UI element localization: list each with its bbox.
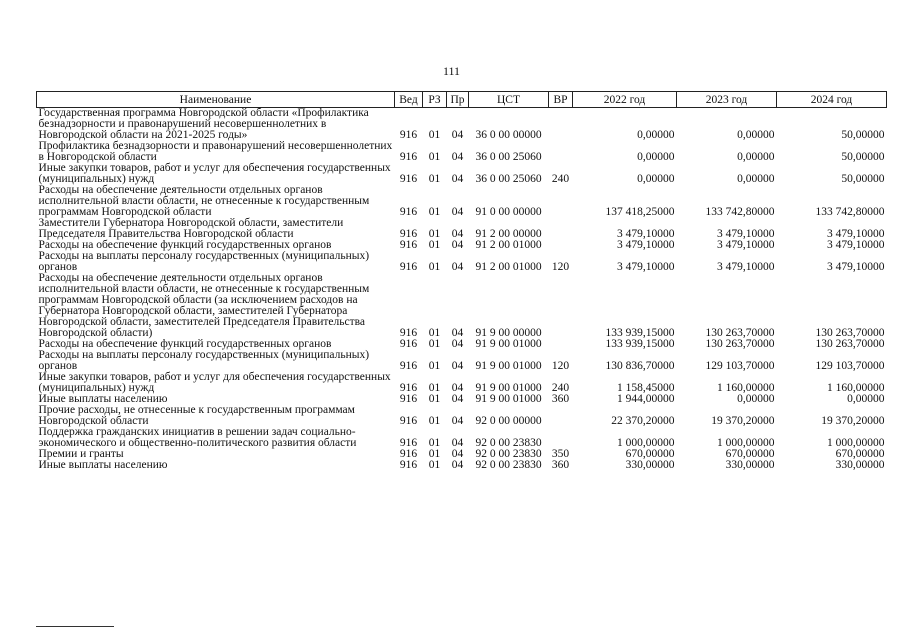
cell-cst: 91 2 00 01000	[475, 239, 542, 251]
cell-2022: 330,00000	[625, 459, 675, 471]
cell-name: Профилактика безнадзорности и правонарушений несовершеннолетних в Новгородской области	[38, 140, 393, 163]
cell-rz: 01	[428, 382, 441, 394]
table-row	[37, 163, 887, 185]
cell-name: Расходы на обеспечение деятельности отдельных органов исполнительной власти области, не отнесенные к государственным программам Новгородской области (за исключением расходов на Губернатора Новгородской области, заместителей Губернатора Новгородской области, заместителей Председателя Правительства Новгородской области)	[38, 272, 370, 339]
cell-ved: 916	[399, 327, 418, 339]
table-row	[37, 218, 887, 240]
cell-rz: 01	[428, 415, 441, 427]
cell-2022: 22 370,20000	[611, 415, 675, 427]
table-row	[37, 185, 887, 218]
header-2024: 2024 год	[777, 92, 887, 108]
cell-name: Иные закупки товаров, работ и услуг для обеспечения государственных (муниципальных) нужд	[38, 371, 391, 394]
cell-rz: 01	[428, 228, 441, 240]
table-body	[37, 108, 887, 472]
cell-2023: 670,00000	[725, 448, 775, 460]
cell-vr: 360	[551, 459, 570, 471]
cell-name: Иные закупки товаров, работ и услуг для обеспечения государственных (муниципальных) нужд	[38, 162, 391, 185]
table-row	[37, 427, 887, 449]
cell-vr	[549, 427, 573, 449]
cell-2023: 330,00000	[725, 459, 775, 471]
cell-name: Прочие расходы, не отнесенные к государственным программам Новгородской области	[38, 404, 355, 427]
footnote-divider	[36, 626, 114, 627]
cell-pr: 04	[451, 415, 464, 427]
cell-name: Иные выплаты населению	[38, 393, 168, 405]
cell-pr: 04	[451, 327, 464, 339]
cell-cst: 36 0 00 25060	[475, 173, 542, 185]
cell-vr	[549, 405, 573, 427]
cell-cst: 92 0 00 00000	[475, 415, 542, 427]
cell-cst: 36 0 00 00000	[475, 129, 542, 141]
header-name: Наименование	[37, 92, 395, 108]
cell-cst: 91 2 00 00000	[475, 228, 542, 240]
cell-pr: 04	[451, 261, 464, 273]
cell-2022: 3 479,10000	[617, 261, 675, 273]
cell-cst: 91 9 00 01000	[475, 360, 542, 372]
table-row	[37, 405, 887, 427]
cell-name: Расходы на выплаты персоналу государственных (муниципальных) органов	[38, 349, 370, 372]
cell-2022: 670,00000	[625, 448, 675, 460]
cell-cst: 91 9 00 00000	[475, 327, 542, 339]
cell-2022: 1 158,45000	[617, 382, 675, 394]
cell-2023: 19 370,20000	[711, 415, 775, 427]
cell-2024: 670,00000	[835, 448, 885, 460]
cell-cst: 92 0 00 23830	[475, 459, 542, 471]
cell-2024: 3 479,10000	[827, 261, 885, 273]
cell-2022: 137 418,25000	[605, 206, 675, 218]
header-pr: Пр	[447, 92, 469, 108]
cell-2024: 19 370,20000	[821, 415, 885, 427]
cell-ved: 916	[399, 459, 418, 471]
table-row	[37, 350, 887, 372]
cell-2023: 1 000,00000	[717, 437, 775, 449]
cell-rz: 01	[428, 393, 441, 405]
cell-name: Поддержка гражданских инициатив в решении задач социально-экономического и общественно-политического развития области	[38, 426, 357, 449]
cell-2022: 3 479,10000	[617, 239, 675, 251]
cell-pr: 04	[451, 228, 464, 240]
cell-rz: 01	[428, 437, 441, 449]
cell-2023: 0,00000	[737, 129, 775, 141]
cell-rz: 01	[428, 459, 441, 471]
cell-2022: 1 944,00000	[617, 393, 675, 405]
cell-2024: 3 479,10000	[827, 228, 885, 240]
cell-cst: 91 9 00 01000	[475, 382, 542, 394]
table-row	[37, 460, 887, 471]
cell-2022: 0,00000	[637, 173, 675, 185]
cell-2023: 3 479,10000	[717, 228, 775, 240]
cell-2024: 1 160,00000	[827, 382, 885, 394]
cell-cst: 91 9 00 01000	[475, 338, 542, 350]
cell-2023: 0,00000	[737, 173, 775, 185]
cell-pr: 04	[451, 393, 464, 405]
cell-2022: 0,00000	[637, 129, 675, 141]
cell-2022: 130 836,70000	[605, 360, 675, 372]
cell-vr: 240	[551, 173, 570, 185]
cell-ved: 916	[399, 382, 418, 394]
cell-rz: 01	[428, 338, 441, 350]
page-number: 111	[442, 64, 461, 78]
cell-pr: 04	[451, 206, 464, 218]
cell-rz: 01	[428, 129, 441, 141]
cell-ved: 916	[399, 448, 418, 460]
cell-2023: 130 263,70000	[705, 327, 775, 339]
cell-name: Заместители Губернатора Новгородской области, заместители Председателя Правительства Новгородской области	[38, 217, 344, 240]
table-row	[37, 372, 887, 394]
cell-pr: 04	[451, 129, 464, 141]
cell-ved: 916	[399, 129, 418, 141]
cell-ved: 916	[399, 393, 418, 405]
cell-vr	[549, 218, 573, 240]
cell-rz: 01	[428, 151, 441, 163]
cell-2023: 129 103,70000	[705, 360, 775, 372]
cell-2024: 3 479,10000	[827, 239, 885, 251]
cell-ved: 916	[399, 360, 418, 372]
cell-vr: 350	[551, 448, 570, 460]
cell-vr	[549, 240, 573, 251]
cell-ved: 916	[399, 206, 418, 218]
cell-2023: 133 742,80000	[705, 206, 775, 218]
cell-rz: 01	[428, 239, 441, 251]
cell-2024: 1 000,00000	[827, 437, 885, 449]
table-row	[37, 108, 887, 142]
cell-rz: 01	[428, 206, 441, 218]
cell-name: Расходы на обеспечение деятельности отдельных органов исполнительной власти области, не отнесенные к государственным программам Новгородской области	[38, 184, 370, 218]
cell-vr	[549, 273, 573, 339]
header-cst: ЦСТ	[469, 92, 549, 108]
cell-ved: 916	[399, 228, 418, 240]
cell-vr	[549, 141, 573, 163]
cell-name: Премии и гранты	[38, 448, 124, 460]
cell-pr: 04	[451, 151, 464, 163]
cell-2024: 50,00000	[841, 129, 885, 141]
cell-name: Расходы на обеспечение функций государственных органов	[38, 338, 332, 350]
cell-cst: 91 9 00 01000	[475, 393, 542, 405]
cell-ved: 916	[399, 173, 418, 185]
cell-pr: 04	[451, 173, 464, 185]
cell-ved: 916	[399, 338, 418, 350]
cell-2023: 0,00000	[737, 151, 775, 163]
cell-2022: 1 000,00000	[617, 437, 675, 449]
cell-2024: 50,00000	[841, 151, 885, 163]
cell-vr: 120	[551, 360, 570, 372]
cell-cst: 36 0 00 25060	[475, 151, 542, 163]
cell-2024: 0,00000	[847, 393, 885, 405]
cell-vr: 240	[551, 382, 570, 394]
cell-rz: 01	[428, 327, 441, 339]
cell-2024: 130 263,70000	[815, 327, 885, 339]
cell-pr: 04	[451, 448, 464, 460]
cell-cst: 92 0 00 23830	[475, 437, 542, 449]
cell-2023: 1 160,00000	[717, 382, 775, 394]
cell-pr: 04	[451, 239, 464, 251]
cell-cst: 91 2 00 01000	[475, 261, 542, 273]
cell-name: Государственная программа Новгородской области «Профилактика безнадзорности и правонарушений несовершеннолетних в Новгородской области на 2021-2025 годы»	[38, 107, 369, 141]
cell-2022: 133 939,15000	[605, 338, 675, 350]
header-rz: РЗ	[423, 92, 447, 108]
cell-pr: 04	[451, 360, 464, 372]
cell-2024: 133 742,80000	[815, 206, 885, 218]
cell-2023: 0,00000	[737, 393, 775, 405]
cell-2022: 3 479,10000	[617, 228, 675, 240]
cell-pr: 04	[451, 382, 464, 394]
table-row	[37, 273, 887, 339]
cell-vr: 360	[551, 393, 570, 405]
cell-vr	[549, 339, 573, 350]
cell-rz: 01	[428, 173, 441, 185]
cell-name: Расходы на обеспечение функций государственных органов	[38, 239, 332, 251]
table-header	[37, 92, 887, 108]
cell-name: Иные выплаты населению	[38, 459, 168, 471]
cell-2024: 50,00000	[841, 173, 885, 185]
cell-vr: 120	[551, 261, 570, 273]
cell-name: Расходы на выплаты персоналу государственных (муниципальных) органов	[38, 250, 370, 273]
cell-pr: 04	[451, 459, 464, 471]
header-vr: ВР	[549, 92, 573, 108]
cell-rz: 01	[428, 448, 441, 460]
cell-vr	[549, 108, 573, 142]
cell-ved: 916	[399, 239, 418, 251]
cell-2022: 0,00000	[637, 151, 675, 163]
cell-cst: 92 0 00 23830	[475, 448, 542, 460]
header-2022: 2022 год	[573, 92, 677, 108]
header-2023: 2023 год	[677, 92, 777, 108]
cell-2024: 129 103,70000	[815, 360, 885, 372]
cell-rz: 01	[428, 360, 441, 372]
cell-vr	[549, 185, 573, 218]
cell-2023: 3 479,10000	[717, 261, 775, 273]
cell-pr: 04	[451, 338, 464, 350]
cell-2022: 133 939,15000	[605, 327, 675, 339]
cell-ved: 916	[399, 151, 418, 163]
table-row	[37, 141, 887, 163]
cell-cst: 91 0 00 00000	[475, 206, 542, 218]
cell-rz: 01	[428, 261, 441, 273]
table-row	[37, 251, 887, 273]
cell-ved: 916	[399, 437, 418, 449]
cell-pr: 04	[451, 437, 464, 449]
cell-ved: 916	[399, 261, 418, 273]
cell-2023: 130 263,70000	[705, 338, 775, 350]
header-ved: Вед	[395, 92, 423, 108]
cell-ved: 916	[399, 415, 418, 427]
cell-2024: 130 263,70000	[815, 338, 885, 350]
cell-2024: 330,00000	[835, 459, 885, 471]
budget-table	[36, 91, 887, 471]
cell-2023: 3 479,10000	[717, 239, 775, 251]
